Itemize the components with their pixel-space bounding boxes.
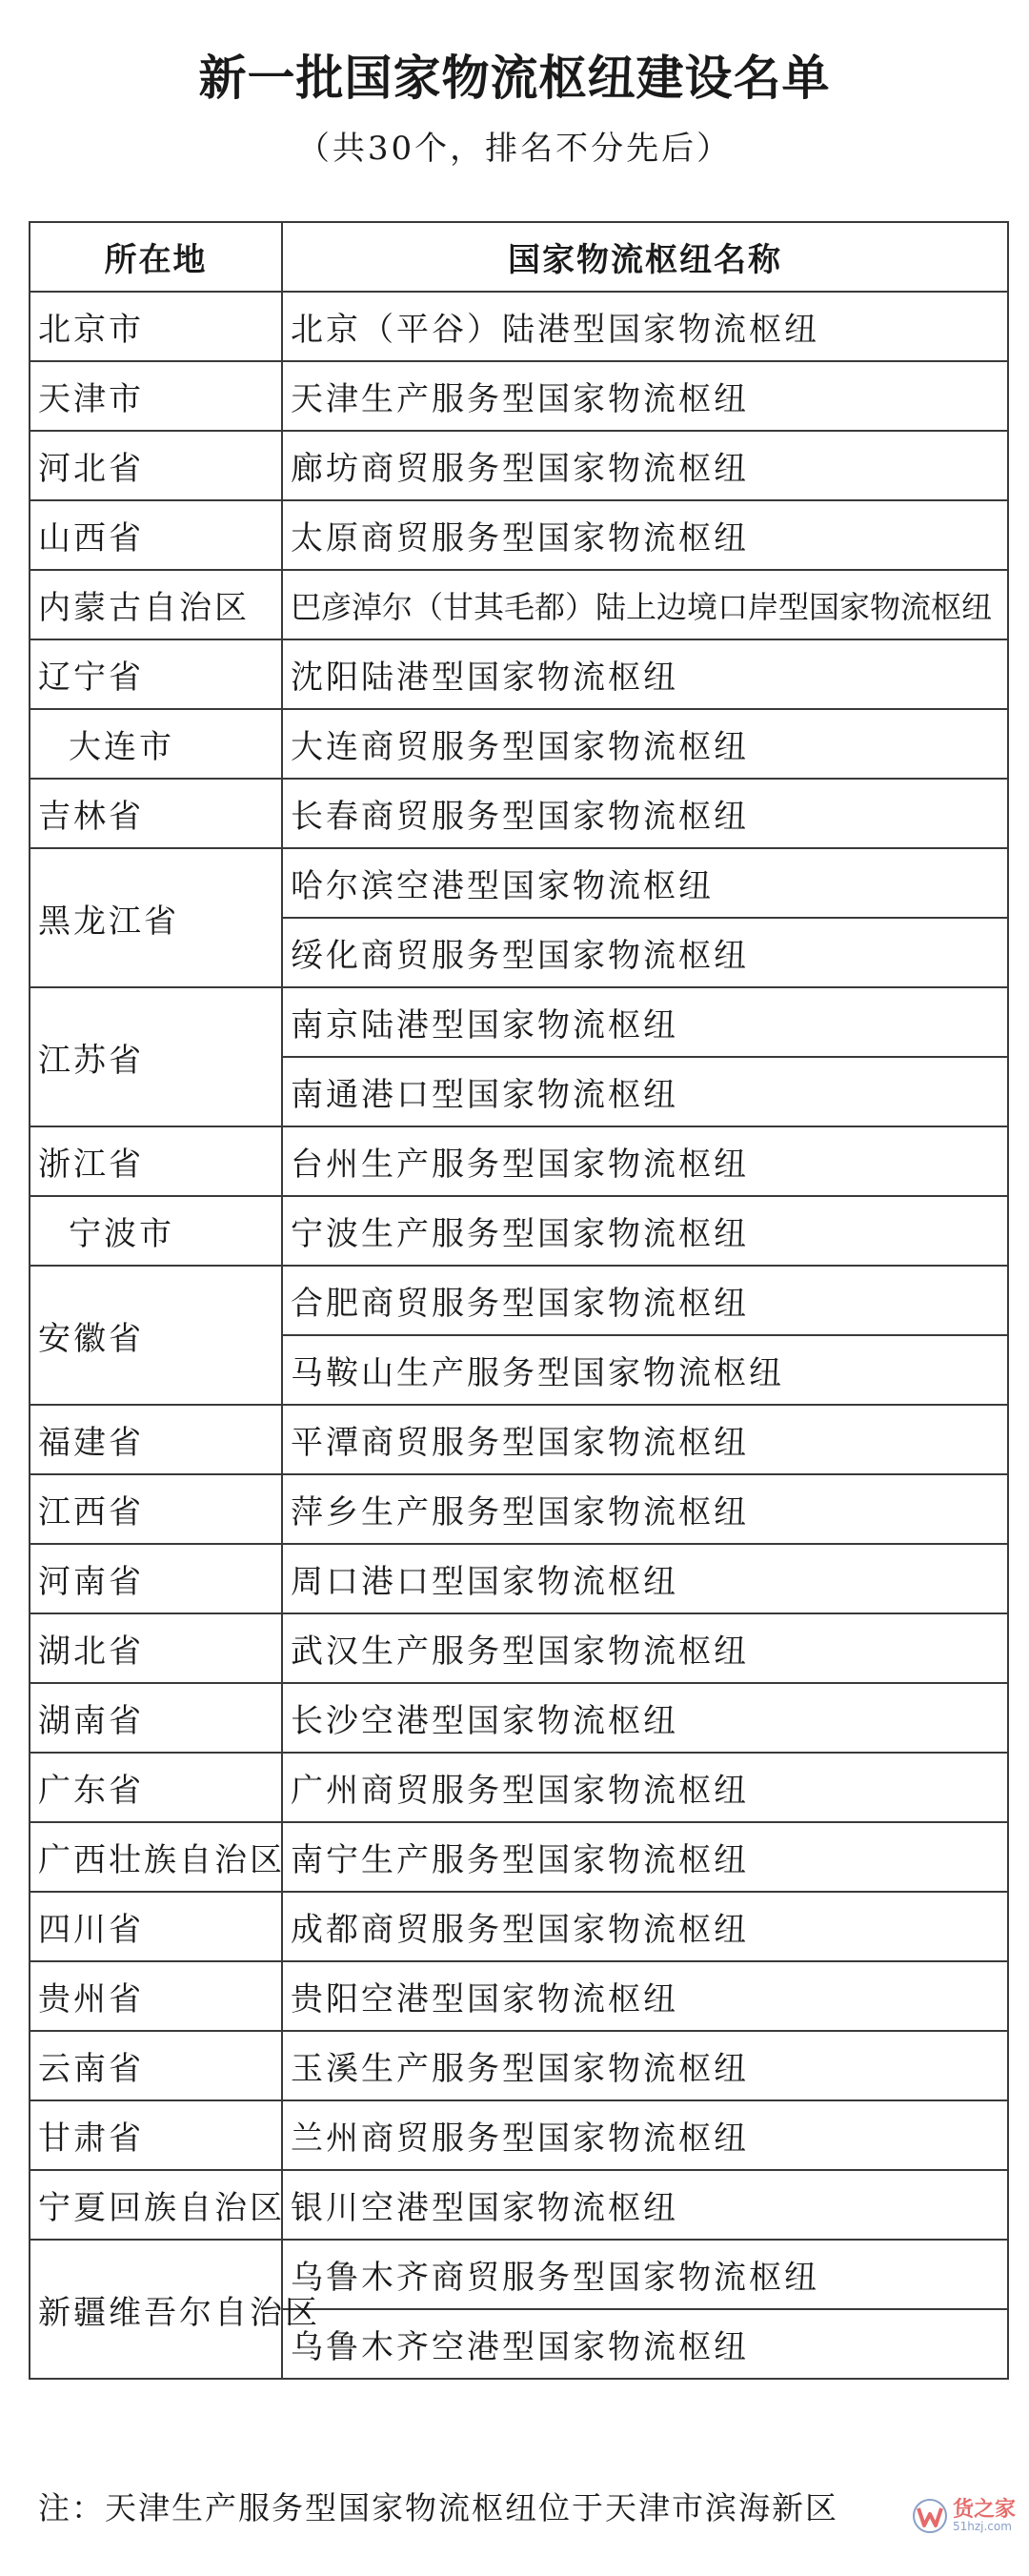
table-row [30,431,1008,500]
hub-name-cell: 乌鲁木齐空港型国家物流枢纽 [282,2309,1008,2379]
hub-name-cell: 廊坊商贸服务型国家物流枢纽 [282,431,1008,500]
hub-name-cell: 平潭商贸服务型国家物流枢纽 [282,1405,1008,1474]
table-row [30,709,1008,779]
w-logo-icon [911,2497,949,2535]
table-row [30,1474,1008,1544]
hub-name-cell: 巴彦淖尔（甘其毛都）陆上边境口岸型国家物流枢纽 [282,570,1008,639]
hub-name-cell: 成都商贸服务型国家物流枢纽 [282,1892,1008,1961]
table-row [30,1613,1008,1683]
table-row [30,292,1008,361]
location-cell: 大连市 [30,709,282,779]
location-cell: 辽宁省 [30,639,282,709]
location-cell: 河南省 [30,1544,282,1613]
table-row [30,1126,1008,1196]
hub-name-cell: 玉溪生产服务型国家物流枢纽 [282,2031,1008,2100]
location-cell: 河北省 [30,431,282,500]
watermark-cn: 货之家 [952,2498,1016,2522]
hub-name-cell: 银川空港型国家物流枢纽 [282,2170,1008,2240]
hub-name-cell: 天津生产服务型国家物流枢纽 [282,361,1008,431]
hub-name-cell: 北京（平谷）陆港型国家物流枢纽 [282,292,1008,361]
hub-name-cell: 乌鲁木齐商贸服务型国家物流枢纽 [282,2240,1008,2309]
location-cell: 江西省 [30,1474,282,1544]
table-row [30,1753,1008,1822]
location-cell: 内蒙古自治区 [30,570,282,639]
table-row [30,987,1008,1057]
location-cell: 宁夏回族自治区 [30,2170,282,2240]
location-cell: 江苏省 [30,987,282,1126]
hub-name-cell: 南通港口型国家物流枢纽 [282,1057,1008,1126]
document-title: 新一批国家物流枢纽建设名单 [198,51,831,106]
location-cell: 山西省 [30,500,282,570]
table-row [30,1892,1008,1961]
location-cell: 吉林省 [30,779,282,848]
hub-name-cell: 马鞍山生产服务型国家物流枢纽 [282,1335,1008,1405]
hub-name-cell: 长沙空港型国家物流枢纽 [282,1683,1008,1753]
header-location: 所在地 [30,222,282,292]
hub-name-cell: 周口港口型国家物流枢纽 [282,1544,1008,1613]
table-row [30,1683,1008,1753]
hub-name-cell: 南宁生产服务型国家物流枢纽 [282,1822,1008,1892]
location-cell: 新疆维吾尔自治区 [30,2240,282,2379]
hub-name-cell: 哈尔滨空港型国家物流枢纽 [282,848,1008,918]
table-header-row [30,222,1008,292]
table-row [30,2240,1008,2309]
hub-name-cell: 沈阳陆港型国家物流枢纽 [282,639,1008,709]
location-cell: 福建省 [30,1405,282,1474]
hub-name-cell: 贵阳空港型国家物流枢纽 [282,1961,1008,2031]
location-cell: 湖北省 [30,1613,282,1683]
table-row [30,1196,1008,1266]
hub-name-cell: 合肥商贸服务型国家物流枢纽 [282,1266,1008,1335]
document-subtitle: （共30个，排名不分先后） [296,130,733,168]
table-row [30,2170,1008,2240]
location-cell: 广东省 [30,1753,282,1822]
location-cell: 宁波市 [30,1196,282,1266]
table-row [30,779,1008,848]
table-row [30,639,1008,709]
table-row [30,848,1008,918]
table-row [30,361,1008,431]
location-cell: 广西壮族自治区 [30,1822,282,1892]
location-cell: 湖南省 [30,1683,282,1753]
hub-name-cell: 宁波生产服务型国家物流枢纽 [282,1196,1008,1266]
table-row [30,1961,1008,2031]
table-row [30,2031,1008,2100]
hub-name-cell: 南京陆港型国家物流枢纽 [282,987,1008,1057]
table-row [30,1822,1008,1892]
hub-name-cell: 武汉生产服务型国家物流枢纽 [282,1613,1008,1683]
header-hub-name: 国家物流枢纽名称 [282,222,1008,292]
hub-name-cell: 萍乡生产服务型国家物流枢纽 [282,1474,1008,1544]
hub-name-cell: 太原商贸服务型国家物流枢纽 [282,500,1008,570]
table-body [30,292,1008,2379]
table-row [30,1266,1008,1335]
hub-list-table [29,221,1009,2380]
table-row [30,2100,1008,2170]
watermark-en: 51hzj.com [952,2520,1012,2533]
location-cell: 天津市 [30,361,282,431]
hub-name-cell: 大连商贸服务型国家物流枢纽 [282,709,1008,779]
hub-name-cell: 长春商贸服务型国家物流枢纽 [282,779,1008,848]
location-cell: 浙江省 [30,1126,282,1196]
footnote: 注：天津生产服务型国家物流枢纽位于天津市滨海新区 [38,2489,838,2526]
watermark [911,2497,1016,2535]
location-cell: 黑龙江省 [30,848,282,987]
location-cell: 四川省 [30,1892,282,1961]
hub-name-cell: 广州商贸服务型国家物流枢纽 [282,1753,1008,1822]
table-row [30,570,1008,639]
table-row [30,500,1008,570]
hub-name-cell: 绥化商贸服务型国家物流枢纽 [282,918,1008,987]
hub-name-cell: 兰州商贸服务型国家物流枢纽 [282,2100,1008,2170]
location-cell: 云南省 [30,2031,282,2100]
hub-name-cell: 台州生产服务型国家物流枢纽 [282,1126,1008,1196]
location-cell: 安徽省 [30,1266,282,1405]
table-row [30,1544,1008,1613]
location-cell: 贵州省 [30,1961,282,2031]
location-cell: 甘肃省 [30,2100,282,2170]
location-cell: 北京市 [30,292,282,361]
table-row [30,1405,1008,1474]
